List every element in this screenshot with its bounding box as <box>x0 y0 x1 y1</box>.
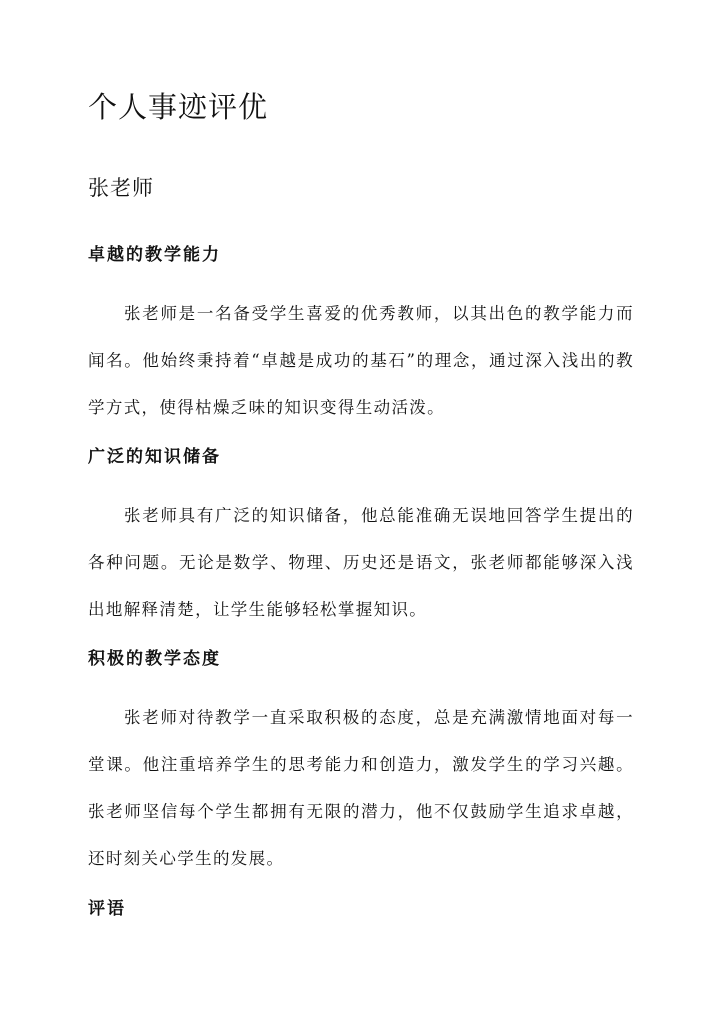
section-heading-knowledge: 广泛的知识储备 <box>88 447 221 467</box>
section-heading-comments: 评语 <box>88 899 126 919</box>
section-paragraph-teaching-ability: 张老师是一名备受学生喜爱的优秀教师，以其出色的教学能力而闻名。他始终秉持着“卓越是成功的基石”的理念，通过深入浅出的教学方式，使得枯燥乏味的知识变得生动活泼。 <box>88 304 634 417</box>
section-heading-teaching-ability: 卓越的教学能力 <box>88 245 221 265</box>
section-heading-attitude: 积极的教学态度 <box>88 649 221 669</box>
person-name: 张老师 <box>88 176 154 200</box>
section-paragraph-attitude: 张老师对待教学一直采取积极的态度，总是充满激情地面对每一堂课。他注重培养学生的思考能力和创造力，激发学生的学习兴趣。张老师坚信每个学生都拥有无限的潜力，他不仅鼓励学生追求卓越，还时刻关心学生的发展。 <box>88 708 634 868</box>
document-title: 个人事迹评优 <box>88 90 269 124</box>
section-paragraph-knowledge: 张老师具有广泛的知识储备，他总能准确无误地回答学生提出的各种问题。无论是数学、物理、历史还是语文，张老师都能够深入浅出地解释清楚，让学生能够轻松掌握知识。 <box>88 506 634 619</box>
